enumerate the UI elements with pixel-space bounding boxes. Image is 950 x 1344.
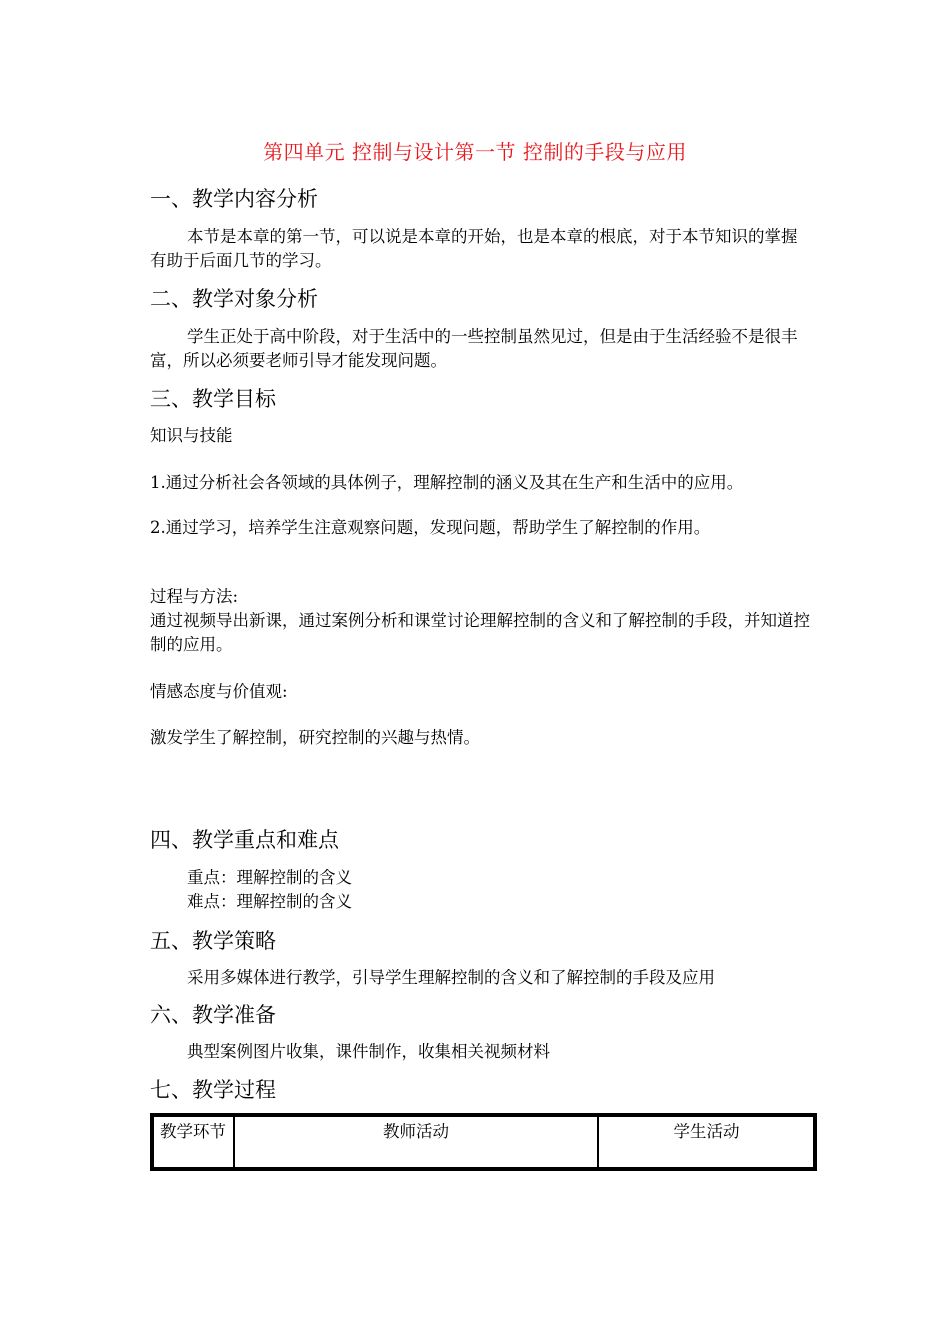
- section-heading-objectives: 三、教学目标: [150, 387, 276, 411]
- objective-emotion-body: 激发学生了解控制，研究控制的兴趣与热情。: [150, 728, 480, 747]
- section-body-audience-analysis: 学生正处于高中阶段，对于生活中的一些控制虽然见过，但是由于生活经验不是很丰富，所以必须要老师引导才能发现问题。: [150, 327, 798, 370]
- section-heading-content-analysis: 一、教学内容分析: [150, 187, 318, 211]
- objective-knowledge-label: 知识与技能: [150, 426, 233, 445]
- objective-item-1: 1.通过分析社会各领域的具体例子，理解控制的涵义及其在生产和生活中的应用。: [150, 473, 744, 492]
- section-body-strategy: 采用多媒体进行教学，引导学生理解控制的含义和了解控制的手段及应用: [187, 968, 715, 987]
- teaching-process-table: [150, 1113, 817, 1171]
- section-body-content-analysis: 本节是本章的第一节，可以说是本章的开始，也是本章的根底，对于本节知识的掌握有助于后面几节的学习。: [150, 227, 798, 270]
- table-header-teacher-activity: 教师活动: [234, 1115, 598, 1169]
- table-header-row: [152, 1115, 815, 1169]
- document-title: 第四单元 控制与设计第一节 控制的手段与应用: [263, 140, 687, 164]
- section-body-preparation: 典型案例图片收集，课件制作，收集相关视频材料: [187, 1042, 550, 1061]
- objective-process-body: 通过视频导出新课，通过案例分析和课堂讨论理解控制的含义和了解控制的手段，并知道控制的应用。: [150, 611, 810, 654]
- objective-item-2: 2.通过学习，培养学生注意观察问题，发现问题，帮助学生了解控制的作用。: [150, 518, 711, 537]
- section-heading-process: 七、教学过程: [150, 1078, 276, 1102]
- table-header-student-activity: 学生活动: [598, 1115, 815, 1169]
- section-heading-key-points: 四、教学重点和难点: [150, 828, 339, 852]
- table-header-stage: 教学环节: [152, 1115, 234, 1169]
- objective-process-label: 过程与方法:: [150, 587, 239, 606]
- section-heading-strategy: 五、教学策略: [150, 929, 276, 953]
- key-point: 重点：理解控制的含义: [187, 868, 352, 887]
- difficult-point: 难点：理解控制的含义: [187, 892, 352, 911]
- section-heading-audience-analysis: 二、教学对象分析: [150, 287, 318, 311]
- section-heading-preparation: 六、教学准备: [150, 1003, 276, 1027]
- objective-emotion-label: 情感态度与价值观:: [150, 682, 288, 701]
